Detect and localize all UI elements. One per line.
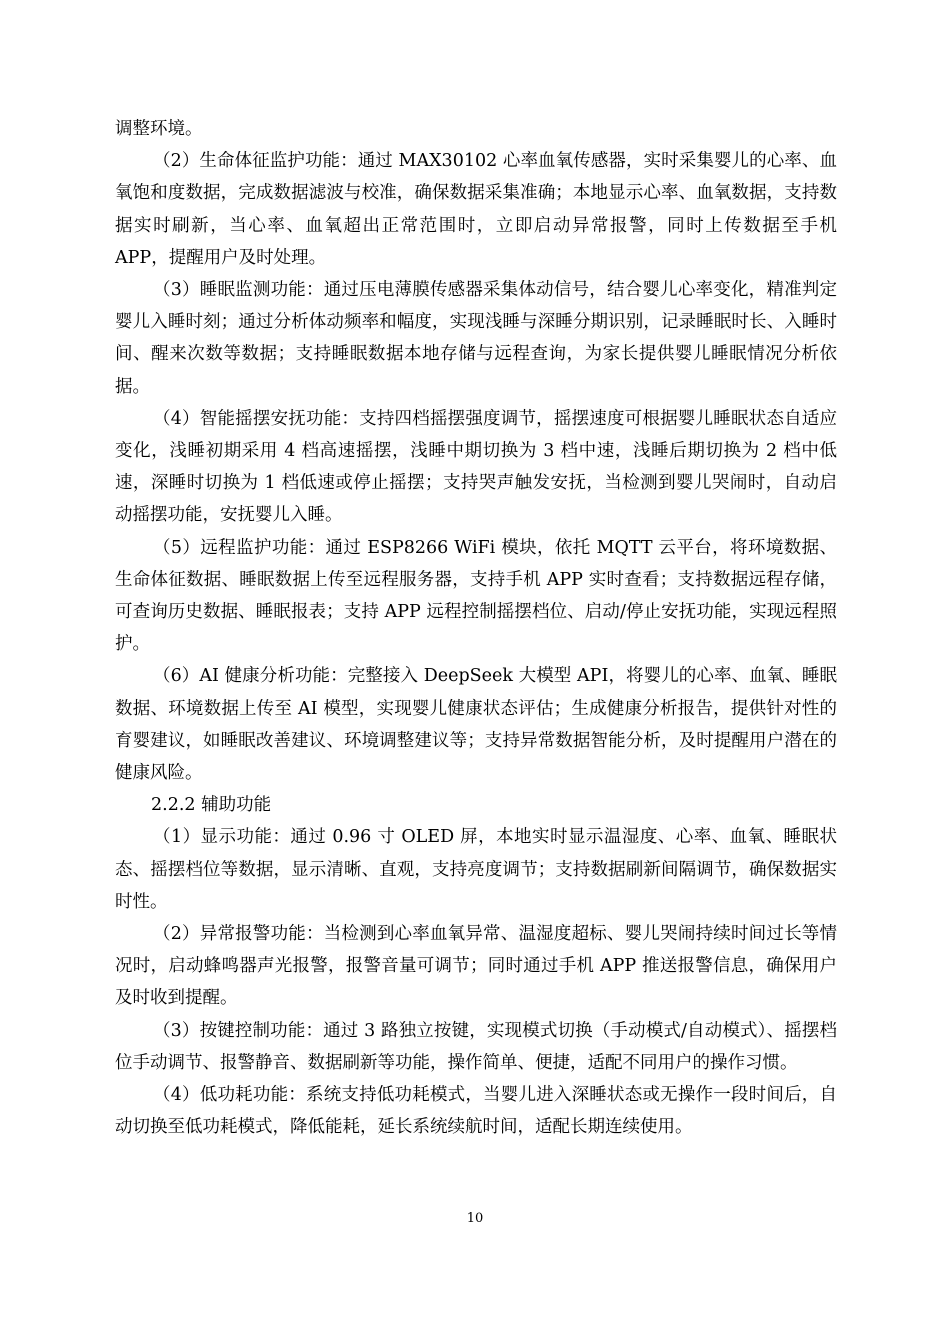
page-number: 10 bbox=[466, 1211, 484, 1226]
paragraph-sleep-monitoring: （3）睡眠监测功能：通过压电薄膜传感器采集体动信号，结合婴儿心率变化，精准判定婴儿入睡时刻；通过分析体动频率和幅度，实现浅睡与深睡分期识别，记录睡眠时长、入睡时间、醒来次数等数据；支持睡眠数据本地存储与远程查询，为家长提供婴儿睡眠情况分析依据。 bbox=[115, 280, 837, 397]
paragraph-buttons: （3）按键控制功能：通过 3 路独立按键，实现模式切换（手动模式/自动模式）、摇摆档位手动调节、报警静音、数据刷新等功能，操作简单、便捷，适配不同用户的操作习惯。 bbox=[115, 1020, 837, 1073]
paragraph-continuation: 调整环境。 bbox=[115, 119, 203, 139]
paragraph-alarm: （2）异常报警功能：当检测到心率血氧异常、温湿度超标、婴儿哭闹持续时间过长等情况时，启动蜂鸣器声光报警，报警音量可调节；同时通过手机 APP 推送报警信息，确保用户及时收到提醒。 bbox=[115, 924, 837, 1009]
paragraph-display: （1）显示功能：通过 0.96 寸 OLED 屏，本地实时显示温湿度、心率、血氧、睡眠状态、摇摆档位等数据，显示清晰、直观，支持亮度调节；支持数据刷新间隔调节，确保数据实时性。 bbox=[115, 827, 837, 912]
paragraph-vital-signs: （2）生命体征监护功能：通过 MAX30102 心率血氧传感器，实时采集婴儿的心率、血氧饱和度数据，完成数据滤波与校准，确保数据采集准确；本地显示心率、血氧数据，支持数据实时刷新，当心率、血氧超出正常范围时，立即启动异常报警，同时上传数据至手机 APP，提醒用户及时处理。 bbox=[115, 151, 837, 268]
paragraph-remote-monitoring: （5）远程监护功能：通过 ESP8266 WiFi 模块，依托 MQTT 云平台，将环境数据、生命体征数据、睡眠数据上传至远程服务器，支持手机 APP 实时查看；支持数据远程存储，可查询历史数据、睡眠报表；支持 APP 远程控制摇摆档位、启动/停止安抚功能，实现远程照护。 bbox=[115, 537, 837, 655]
page-body bbox=[115, 113, 837, 1144]
paragraph-rocking-soothing: （4）智能摇摆安抚功能：支持四档摇摆强度调节，摇摆速度可根据婴儿睡眠状态自适应变化，浅睡初期采用 4 档高速摇摆，浅睡中期切换为 3 档中速，浅睡后期切换为 2 档中低速，深睡时切换为 1 档低速或停止摇摆；支持哭声触发安抚，当检测到婴儿哭闹时，自动启动摇摆功能，安抚婴儿入睡。 bbox=[115, 408, 837, 526]
paragraph-ai-health: （6）AI 健康分析功能：完整接入 DeepSeek 大模型 API，将婴儿的心率、血氧、睡眠数据、环境数据上传至 AI 模型，实现婴儿健康状态评估；生成健康分析报告，提供针对性的育婴建议，如睡眠改善建议、环境调整建议等；支持异常数据智能分析，及时提醒用户潜在的健康风险。 bbox=[115, 666, 837, 784]
section-heading: 2.2.2 辅助功能 bbox=[151, 795, 272, 816]
paragraph-low-power: （4）低功耗功能：系统支持低功耗模式，当婴儿进入深睡状态或无操作一段时间后，自动切换至低功耗模式，降低能耗，延长系统续航时间，适配长期连续使用。 bbox=[115, 1085, 837, 1138]
